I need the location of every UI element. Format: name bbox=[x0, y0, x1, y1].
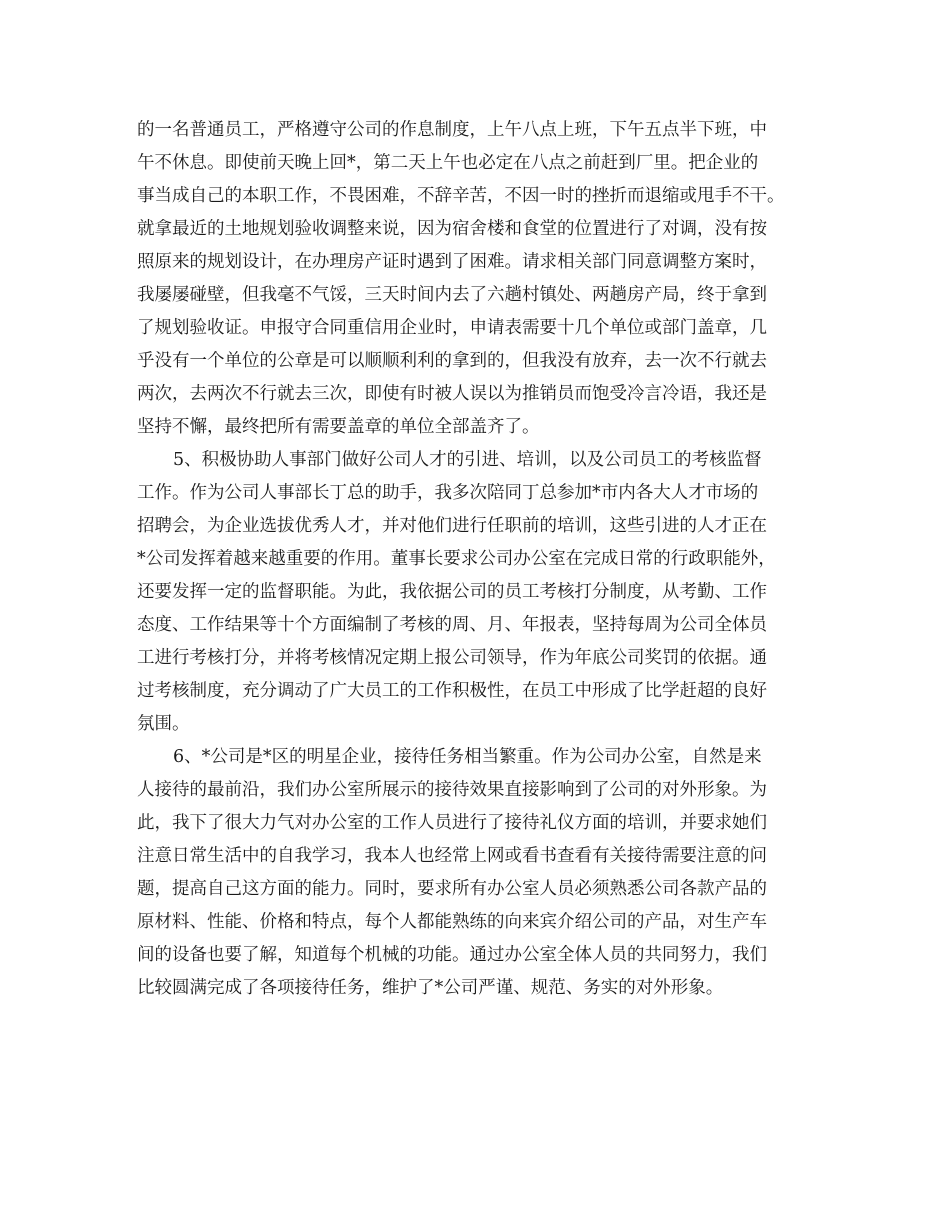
text-line: 事当成自己的本职工作，不畏困难，不辞辛苦，不因一时的挫折而退缩或甩手不干。 bbox=[137, 186, 785, 206]
text-line: *公司发挥着越来越重要的作用。董事长要求公司办公室在完成日常的行政职能外， bbox=[137, 549, 776, 569]
text-line: 两次，去两次不行就去三次，即使有时被人误以为推销员而饱受冷言冷语，我还是 bbox=[137, 384, 767, 404]
text-line: 注意日常生活中的自我学习，我本人也经常上网或看书查看有关接待需要注意的问 bbox=[137, 846, 767, 866]
text-line: 就拿最近的土地规划验收调整来说，因为宿舍楼和食堂的位置进行了对调，没有按 bbox=[137, 219, 767, 239]
text-line: 人接待的最前沿，我们办公室所展示的接待效果直接影响到了公司的对外形象。为 bbox=[137, 780, 767, 800]
text-line: 我屡屡碰壁，但我毫不气馁，三天时间内去了六趟村镇处、两趟房产局，终于拿到 bbox=[137, 285, 767, 305]
paragraph-5-start: 5、积极协助人事部门做好公司人才的引进、培训，以及公司员工的考核监督 bbox=[173, 450, 762, 470]
text-line: 的一名普通员工，严格遵守公司的作息制度，上午八点上班，下午五点半下班，中 bbox=[137, 120, 767, 140]
text-line: 乎没有一个单位的公章是可以顺顺利利的拿到的，但我没有放弃，去一次不行就去 bbox=[137, 351, 767, 371]
text-line: 工进行考核打分，并将考核情况定期上报公司领导，作为年底公司奖罚的依据。通 bbox=[137, 648, 767, 668]
text-line: 坚持不懈，最终把所有需要盖章的单位全部盖齐了。 bbox=[137, 417, 540, 437]
text-line: 氛围。 bbox=[137, 714, 190, 734]
text-line: 比较圆满完成了各项接待任务，维护了*公司严谨、规范、务实的对外形象。 bbox=[137, 978, 724, 998]
text-line: 过考核制度，充分调动了广大员工的工作积极性，在员工中形成了比学赶超的良好 bbox=[137, 681, 767, 701]
text-line: 工作。作为公司人事部长丁总的助手，我多次陪同丁总参加*市内各大人才市场的 bbox=[137, 483, 759, 503]
text-line: 间的设备也要了解，知道每个机械的功能。通过办公室全体人员的共同努力，我们 bbox=[137, 945, 767, 965]
text-line: 了规划验收证。申报守合同重信用企业时，申请表需要十几个单位或部门盖章，几 bbox=[137, 318, 767, 338]
text-line: 午不休息。即使前天晚上回*，第二天上午也必定在八点之前赶到厂里。把企业的 bbox=[137, 153, 759, 173]
text-line: 招聘会，为企业选拔优秀人才，并对他们进行任职前的培训，这些引进的人才正在 bbox=[137, 516, 767, 536]
text-line: 照原来的规划设计，在办理房产证时遇到了困难。请求相关部门同意调整方案时， bbox=[137, 252, 767, 272]
text-line: 此，我下了很大力气对办公室的工作人员进行了接待礼仪方面的培训，并要求她们 bbox=[137, 813, 767, 833]
text-line: 原材料、性能、价格和特点，每个人都能熟练的向来宾介绍公司的产品，对生产车 bbox=[137, 912, 767, 932]
paragraph-6-start: 6、*公司是*区的明星企业，接待任务相当繁重。作为公司办公室，自然是来 bbox=[173, 747, 762, 767]
text-line: 态度、工作结果等十个方面编制了考核的周、月、年报表，坚持每周为公司全体员 bbox=[137, 615, 767, 635]
text-line: 题，提高自己这方面的能力。同时，要求所有办公室人员必须熟悉公司各款产品的 bbox=[137, 879, 767, 899]
text-line: 还要发挥一定的监督职能。为此，我依据公司的员工考核打分制度，从考勤、工作 bbox=[137, 582, 767, 602]
